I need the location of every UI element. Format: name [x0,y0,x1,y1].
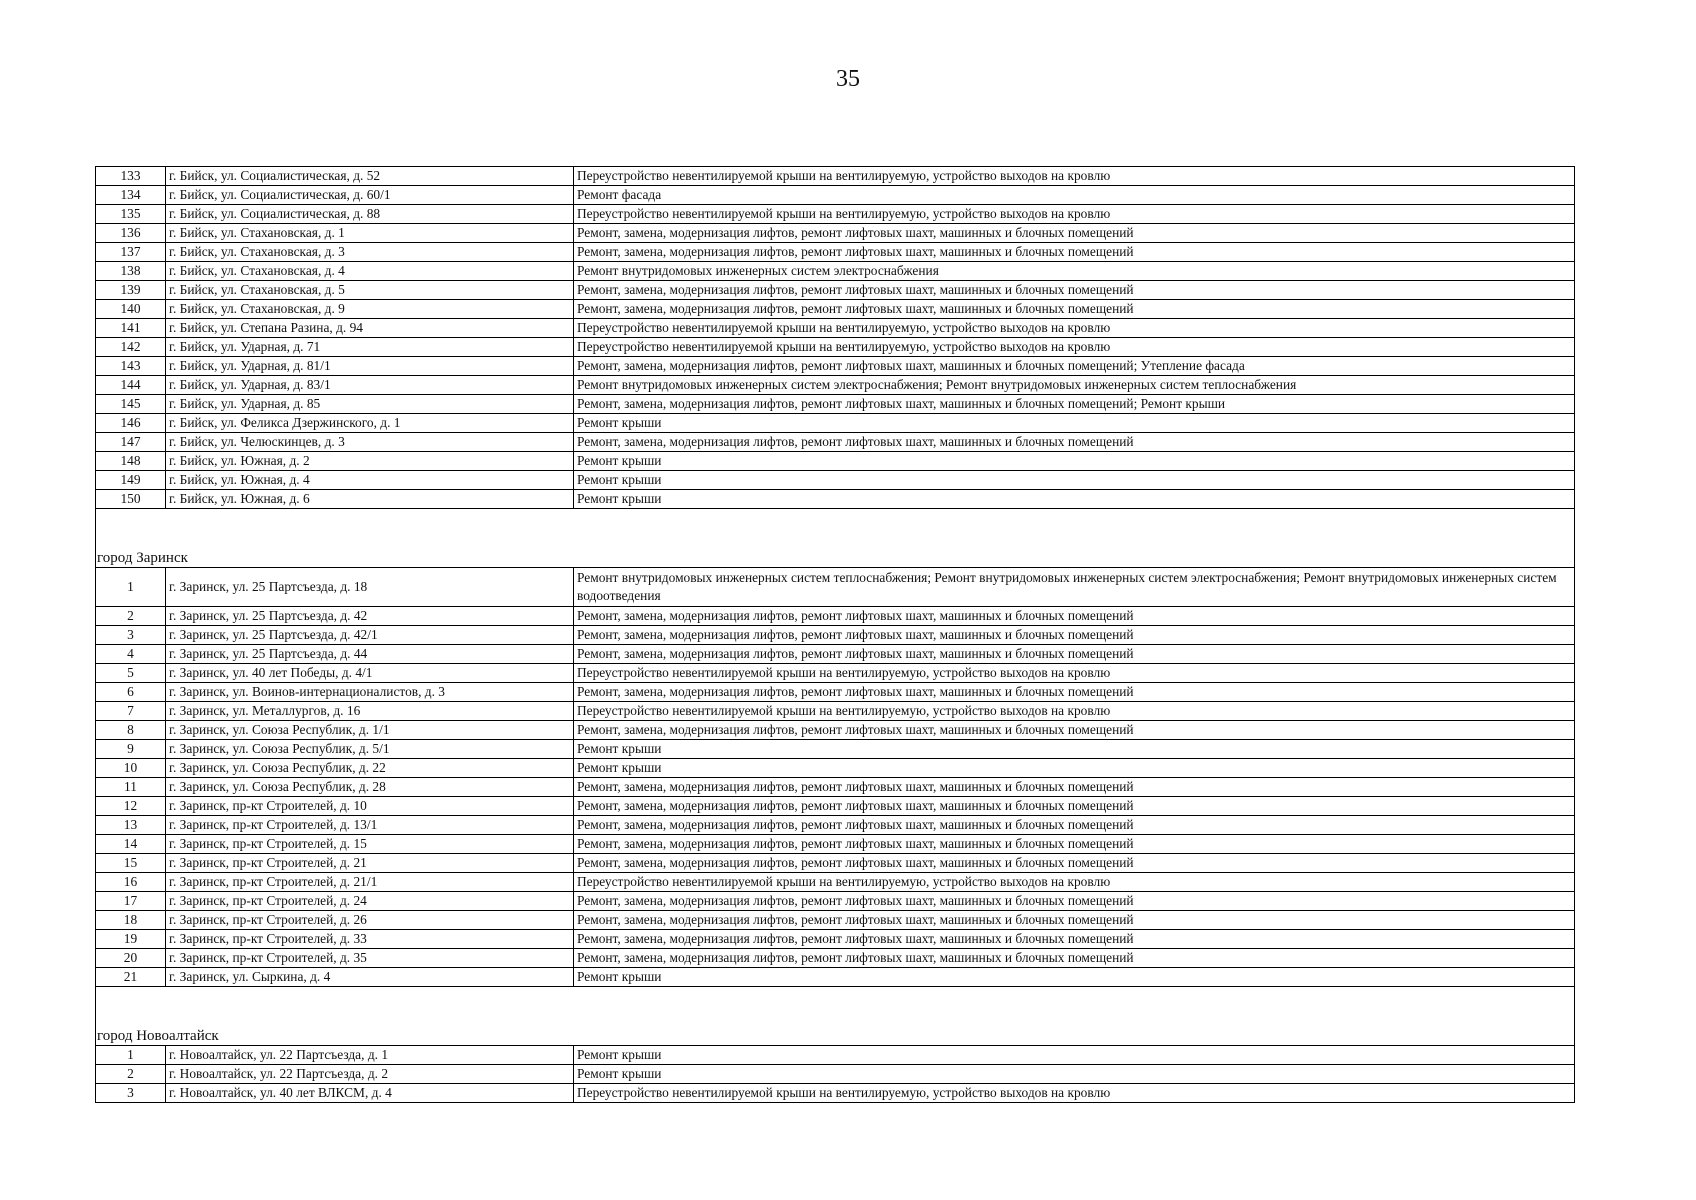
table-row [96,224,1575,243]
row-number: 146 [96,414,166,433]
table-row [96,376,1575,395]
address-cell: г. Новоалтайск, ул. 22 Партсъезда, д. 1 [166,1046,574,1065]
work-type-cell: Ремонт крыши [574,452,1575,471]
table-row [96,262,1575,281]
spacer-cell [96,509,1575,550]
row-number: 139 [96,281,166,300]
table-row [96,949,1575,968]
address-cell: г. Бийск, ул. Южная, д. 2 [166,452,574,471]
row-number: 13 [96,816,166,835]
row-number: 150 [96,490,166,509]
address-cell: г. Бийск, ул. Социалистическая, д. 60/1 [166,186,574,205]
address-cell: г. Заринск, ул. Союза Республик, д. 1/1 [166,721,574,740]
address-cell: г. Заринск, пр-кт Строителей, д. 21 [166,854,574,873]
row-number: 4 [96,645,166,664]
row-number: 16 [96,873,166,892]
page-number: 35 [836,66,860,92]
address-cell: г. Заринск, пр-кт Строителей, д. 21/1 [166,873,574,892]
city-heading-row [96,1027,1575,1046]
section-spacer [96,509,1575,550]
address-cell: г. Новоалтайск, ул. 40 лет ВЛКСМ, д. 4 [166,1084,574,1103]
table-row [96,911,1575,930]
work-type-cell: Ремонт, замена, модернизация лифтов, ремонт лифтовых шахт, машинных и блочных помещений [574,949,1575,968]
work-type-cell: Ремонт крыши [574,1065,1575,1084]
table-row [96,854,1575,873]
table-row [96,683,1575,702]
row-number: 145 [96,395,166,414]
work-type-cell: Переустройство невентилируемой крыши на вентилируемую, устройство выходов на кровлю [574,1084,1575,1103]
row-number: 18 [96,911,166,930]
work-type-cell: Ремонт, замена, модернизация лифтов, ремонт лифтовых шахт, машинных и блочных помещений; Ремонт крыши [574,395,1575,414]
table-row [96,243,1575,262]
table-row [96,740,1575,759]
row-number: 9 [96,740,166,759]
address-cell: г. Заринск, ул. Союза Республик, д. 28 [166,778,574,797]
row-number: 3 [96,626,166,645]
table-row [96,1046,1575,1065]
row-number: 10 [96,759,166,778]
address-cell: г. Заринск, пр-кт Строителей, д. 15 [166,835,574,854]
work-type-cell: Переустройство невентилируемой крыши на вентилируемую, устройство выходов на кровлю [574,873,1575,892]
table-row [96,607,1575,626]
address-cell: г. Бийск, ул. Ударная, д. 83/1 [166,376,574,395]
register-body [96,167,1575,1103]
table-row [96,892,1575,911]
address-cell: г. Бийск, ул. Стахановская, д. 4 [166,262,574,281]
row-number: 147 [96,433,166,452]
row-number: 149 [96,471,166,490]
table-row [96,338,1575,357]
address-cell: г. Заринск, ул. Союза Республик, д. 5/1 [166,740,574,759]
work-type-cell: Переустройство невентилируемой крыши на вентилируемую, устройство выходов на кровлю [574,664,1575,683]
row-number: 143 [96,357,166,376]
section-spacer [96,987,1575,1028]
address-cell: г. Бийск, ул. Степана Разина, д. 94 [166,319,574,338]
work-type-cell: Переустройство невентилируемой крыши на вентилируемую, устройство выходов на кровлю [574,319,1575,338]
row-number: 141 [96,319,166,338]
address-cell: г. Заринск, ул. 25 Партсъезда, д. 42 [166,607,574,626]
repair-register-table [95,166,1575,1103]
address-cell: г. Заринск, ул. Металлургов, д. 16 [166,702,574,721]
table-row [96,357,1575,376]
address-cell: г. Бийск, ул. Южная, д. 4 [166,471,574,490]
table-row [96,1065,1575,1084]
table-row [96,1084,1575,1103]
row-number: 17 [96,892,166,911]
address-cell: г. Заринск, ул. Сыркина, д. 4 [166,968,574,987]
row-number: 137 [96,243,166,262]
row-number: 6 [96,683,166,702]
row-number: 142 [96,338,166,357]
work-type-cell: Ремонт крыши [574,759,1575,778]
work-type-cell: Ремонт фасада [574,186,1575,205]
row-number: 12 [96,797,166,816]
address-cell: г. Заринск, ул. 40 лет Победы, д. 4/1 [166,664,574,683]
address-cell: г. Заринск, ул. 25 Партсъезда, д. 18 [166,568,574,607]
city-heading-row [96,549,1575,568]
work-type-cell: Ремонт, замена, модернизация лифтов, ремонт лифтовых шахт, машинных и блочных помещений [574,797,1575,816]
address-cell: г. Заринск, пр-кт Строителей, д. 35 [166,949,574,968]
work-type-cell: Переустройство невентилируемой крыши на вентилируемую, устройство выходов на кровлю [574,167,1575,186]
work-type-cell: Ремонт внутридомовых инженерных систем теплоснабжения; Ремонт внутридомовых инженерных систем электроснабжения; Ремонт внутридомовых инженерных систем водоотведения [574,568,1575,607]
table-row [96,797,1575,816]
row-number: 1 [96,1046,166,1065]
table-row [96,702,1575,721]
row-number: 7 [96,702,166,721]
address-cell: г. Заринск, пр-кт Строителей, д. 26 [166,911,574,930]
row-number: 11 [96,778,166,797]
work-type-cell: Ремонт, замена, модернизация лифтов, ремонт лифтовых шахт, машинных и блочных помещений [574,300,1575,319]
address-cell: г. Заринск, пр-кт Строителей, д. 24 [166,892,574,911]
work-type-cell: Ремонт, замена, модернизация лифтов, ремонт лифтовых шахт, машинных и блочных помещений [574,930,1575,949]
row-number: 134 [96,186,166,205]
work-type-cell: Ремонт, замена, модернизация лифтов, ремонт лифтовых шахт, машинных и блочных помещений [574,224,1575,243]
city-heading: город Новоалтайск [96,1027,1575,1046]
row-number: 20 [96,949,166,968]
row-number: 2 [96,1065,166,1084]
work-type-cell: Ремонт крыши [574,1046,1575,1065]
table-row [96,930,1575,949]
work-type-cell: Ремонт крыши [574,471,1575,490]
work-type-cell: Ремонт, замена, модернизация лифтов, ремонт лифтовых шахт, машинных и блочных помещений [574,626,1575,645]
table-row [96,205,1575,224]
work-type-cell: Ремонт, замена, модернизация лифтов, ремонт лифтовых шахт, машинных и блочных помещений [574,816,1575,835]
work-type-cell: Ремонт, замена, модернизация лифтов, ремонт лифтовых шахт, машинных и блочных помещений [574,683,1575,702]
row-number: 138 [96,262,166,281]
row-number: 2 [96,607,166,626]
table-row [96,319,1575,338]
table-row [96,471,1575,490]
address-cell: г. Заринск, ул. Воинов-интернационалистов, д. 3 [166,683,574,702]
work-type-cell: Ремонт внутридомовых инженерных систем электроснабжения; Ремонт внутридомовых инженерных систем теплоснабжения [574,376,1575,395]
table-row [96,452,1575,471]
work-type-cell: Ремонт, замена, модернизация лифтов, ремонт лифтовых шахт, машинных и блочных помещений [574,433,1575,452]
work-type-cell: Переустройство невентилируемой крыши на вентилируемую, устройство выходов на кровлю [574,338,1575,357]
address-cell: г. Бийск, ул. Социалистическая, д. 52 [166,167,574,186]
address-cell: г. Заринск, пр-кт Строителей, д. 10 [166,797,574,816]
work-type-cell: Ремонт крыши [574,414,1575,433]
table-row [96,816,1575,835]
work-type-cell: Ремонт, замена, модернизация лифтов, ремонт лифтовых шахт, машинных и блочных помещений [574,892,1575,911]
work-type-cell: Ремонт, замена, модернизация лифтов, ремонт лифтовых шахт, машинных и блочных помещений [574,911,1575,930]
table-row [96,778,1575,797]
work-type-cell: Ремонт, замена, модернизация лифтов, ремонт лифтовых шахт, машинных и блочных помещений [574,854,1575,873]
row-number: 3 [96,1084,166,1103]
address-cell: г. Бийск, ул. Челюскинцев, д. 3 [166,433,574,452]
table-row [96,433,1575,452]
table-row [96,873,1575,892]
table-row [96,721,1575,740]
table-row [96,664,1575,683]
work-type-cell: Ремонт внутридомовых инженерных систем электроснабжения [574,262,1575,281]
row-number: 14 [96,835,166,854]
address-cell: г. Бийск, ул. Южная, д. 6 [166,490,574,509]
address-cell: г. Бийск, ул. Стахановская, д. 3 [166,243,574,262]
work-type-cell: Ремонт крыши [574,968,1575,987]
address-cell: г. Бийск, ул. Ударная, д. 81/1 [166,357,574,376]
address-cell: г. Бийск, ул. Стахановская, д. 5 [166,281,574,300]
work-type-cell: Переустройство невентилируемой крыши на вентилируемую, устройство выходов на кровлю [574,205,1575,224]
address-cell: г. Бийск, ул. Стахановская, д. 1 [166,224,574,243]
spacer-cell [96,987,1575,1028]
table-row [96,626,1575,645]
table-row [96,759,1575,778]
row-number: 8 [96,721,166,740]
table-row [96,281,1575,300]
work-type-cell: Ремонт, замена, модернизация лифтов, ремонт лифтовых шахт, машинных и блочных помещений; Утепление фасада [574,357,1575,376]
work-type-cell: Ремонт, замена, модернизация лифтов, ремонт лифтовых шахт, машинных и блочных помещений [574,607,1575,626]
work-type-cell: Ремонт, замена, модернизация лифтов, ремонт лифтовых шахт, машинных и блочных помещений [574,243,1575,262]
address-cell: г. Заринск, ул. Союза Республик, д. 22 [166,759,574,778]
work-type-cell: Ремонт крыши [574,740,1575,759]
table-row [96,414,1575,433]
address-cell: г. Бийск, ул. Ударная, д. 71 [166,338,574,357]
row-number: 15 [96,854,166,873]
table-row [96,300,1575,319]
row-number: 136 [96,224,166,243]
work-type-cell: Ремонт крыши [574,490,1575,509]
row-number: 148 [96,452,166,471]
row-number: 19 [96,930,166,949]
table-row [96,395,1575,414]
work-type-cell: Переустройство невентилируемой крыши на вентилируемую, устройство выходов на кровлю [574,702,1575,721]
address-cell: г. Заринск, пр-кт Строителей, д. 33 [166,930,574,949]
work-type-cell: Ремонт, замена, модернизация лифтов, ремонт лифтовых шахт, машинных и блочных помещений [574,645,1575,664]
row-number: 21 [96,968,166,987]
address-cell: г. Заринск, пр-кт Строителей, д. 13/1 [166,816,574,835]
work-type-cell: Ремонт, замена, модернизация лифтов, ремонт лифтовых шахт, машинных и блочных помещений [574,281,1575,300]
table-row [96,490,1575,509]
table-row [96,568,1575,607]
work-type-cell: Ремонт, замена, модернизация лифтов, ремонт лифтовых шахт, машинных и блочных помещений [574,778,1575,797]
table-row [96,645,1575,664]
address-cell: г. Бийск, ул. Ударная, д. 85 [166,395,574,414]
address-cell: г. Бийск, ул. Феликса Дзержинского, д. 1 [166,414,574,433]
table-row [96,186,1575,205]
work-type-cell: Ремонт, замена, модернизация лифтов, ремонт лифтовых шахт, машинных и блочных помещений [574,721,1575,740]
address-cell: г. Бийск, ул. Стахановская, д. 9 [166,300,574,319]
address-cell: г. Новоалтайск, ул. 22 Партсъезда, д. 2 [166,1065,574,1084]
row-number: 140 [96,300,166,319]
row-number: 1 [96,568,166,607]
row-number: 133 [96,167,166,186]
address-cell: г. Заринск, ул. 25 Партсъезда, д. 42/1 [166,626,574,645]
table-row [96,835,1575,854]
address-cell: г. Бийск, ул. Социалистическая, д. 88 [166,205,574,224]
row-number: 5 [96,664,166,683]
row-number: 144 [96,376,166,395]
table-row [96,167,1575,186]
row-number: 135 [96,205,166,224]
work-type-cell: Ремонт, замена, модернизация лифтов, ремонт лифтовых шахт, машинных и блочных помещений [574,835,1575,854]
address-cell: г. Заринск, ул. 25 Партсъезда, д. 44 [166,645,574,664]
table-row [96,968,1575,987]
city-heading: город Заринск [96,549,1575,568]
